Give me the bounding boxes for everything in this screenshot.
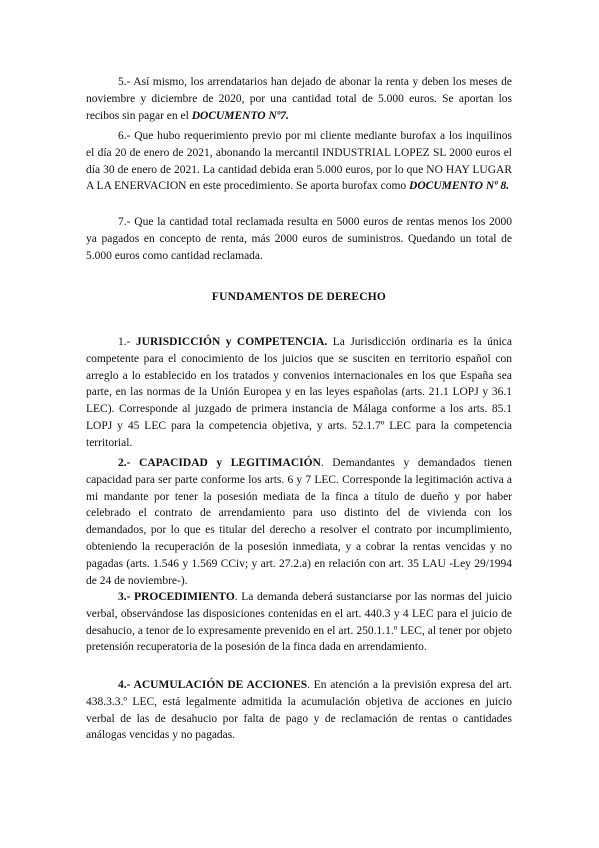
paragraph-fundamento-3	[86, 589, 512, 656]
hecho-5-text: 5.- Así mismo, los arrendatarios han dejado de abonar la renta y deben los meses de noviembre y diciembre de 2020, por una cantidad total de 5.000 euros. Se aportan los recibos sin pagar en el	[86, 76, 512, 122]
fundamento-1-text: La Jurisdicción ordinaria es la única competente para el conocimiento de los juicios que se susciten en territorio español con arreglo a lo establecido en los tratados y convenios internacionales en los que España sea parte, en las normas de la Unión Europea y en las leyes españolas (arts. 21.1 LOPJ y 36.1 LEC). Corresponde al juzgado de primera instancia de Málaga conforme a los arts. 85.1 LOPJ y 45 LEC para la competencia objetiva, y arts. 52.1.7º LEC para la competencia territorial.	[86, 336, 512, 449]
paragraph-fundamento-2	[86, 455, 512, 589]
fundamento-2-title: 2.- CAPACIDAD y LEGITIMACIÓN	[118, 457, 321, 469]
paragraph-fundamento-4	[86, 677, 512, 744]
fundamento-2-text: . Demandantes y demandados tienen capacidad para ser parte conforme los arts. 6 y 7 LEC. Corresponde la legitimación activa a mi mandante por tener la posesión mediata de la finca a título de dueño y por haber celebrado el contrato de arrendamiento para uso distinto del de vivienda con los demandados, por lo que es titular del derecho a resolver el contrato por incumplimiento, obteniendo la recuperación de la posesión inmediata, y a cobrar la rentas vencidas y no pagadas (arts. 1.546 y 1.569 CCiv; y art. 27.2.a) en relación con art. 35 LAU -Ley 29/1994 de 24 de noviembre-).	[86, 457, 512, 587]
hecho-6-text: 6.- Que hubo requerimiento previo por mi cliente mediante burofax a los inquilinos el día 20 de enero de 2021, abonando la mercantil INDUSTRIAL LOPEZ SL 2000 euros el día 30 de enero de 2021. La cantidad debida eran 5.000 euros, por lo que NO HAY LUGAR A LA ENERVACION en este procedimiento. Se aporta burofax como	[86, 130, 512, 193]
paragraph-hecho-6	[86, 128, 512, 195]
fundamento-1-title: JURISDICCIÓN y COMPETENCIA.	[135, 336, 328, 348]
paragraph-hecho-7	[86, 214, 512, 264]
fundamento-3-title: 3.- PROCEDIMIENTO	[118, 591, 235, 603]
hecho-5-document-ref: DOCUMENTO Nº7.	[191, 109, 289, 122]
fundamento-4-title: 4.- ACUMULACIÓN DE ACCIONES	[118, 679, 308, 691]
paragraph-hecho-5	[86, 74, 512, 124]
section-heading: FUNDAMENTOS DE DERECHO	[211, 291, 387, 303]
fundamento-3-text: . La demanda deberá sustanciarse por las normas del juicio verbal, observándose las disposiciones contenidas en el art. 440.3 y 4 LEC para el juicio de desahucio, a tenor de lo expresamente prevenido en el art. 250.1.1.º LEC, al tener por objeto pretensión recuperatoria de la posesión de la finca dada en arrendamiento.	[86, 591, 512, 654]
hecho-7-text: 7.- Que la cantidad total reclamada resulta en 5000 euros de rentas menos los 2000 ya pagados en concepto de renta, más 2000 euros de suministros. Quedando un total de 5.000 euros como cantidad reclamada.	[86, 216, 512, 262]
paragraph-fundamento-1	[86, 334, 512, 452]
hecho-6-document-ref: DOCUMENTO Nº 8.	[409, 180, 510, 193]
fundamento-4-text: . En atención a la previsión expresa del art. 438.3.3.º LEC, está legalmente admitida la acumulación objetiva de acciones en juicio verbal de las de desahucio por falta de pago y de reclamación de rentas o cantidades análogas vencidas y no pagadas.	[86, 679, 512, 742]
fundamento-1-number: 1.-	[118, 336, 136, 348]
